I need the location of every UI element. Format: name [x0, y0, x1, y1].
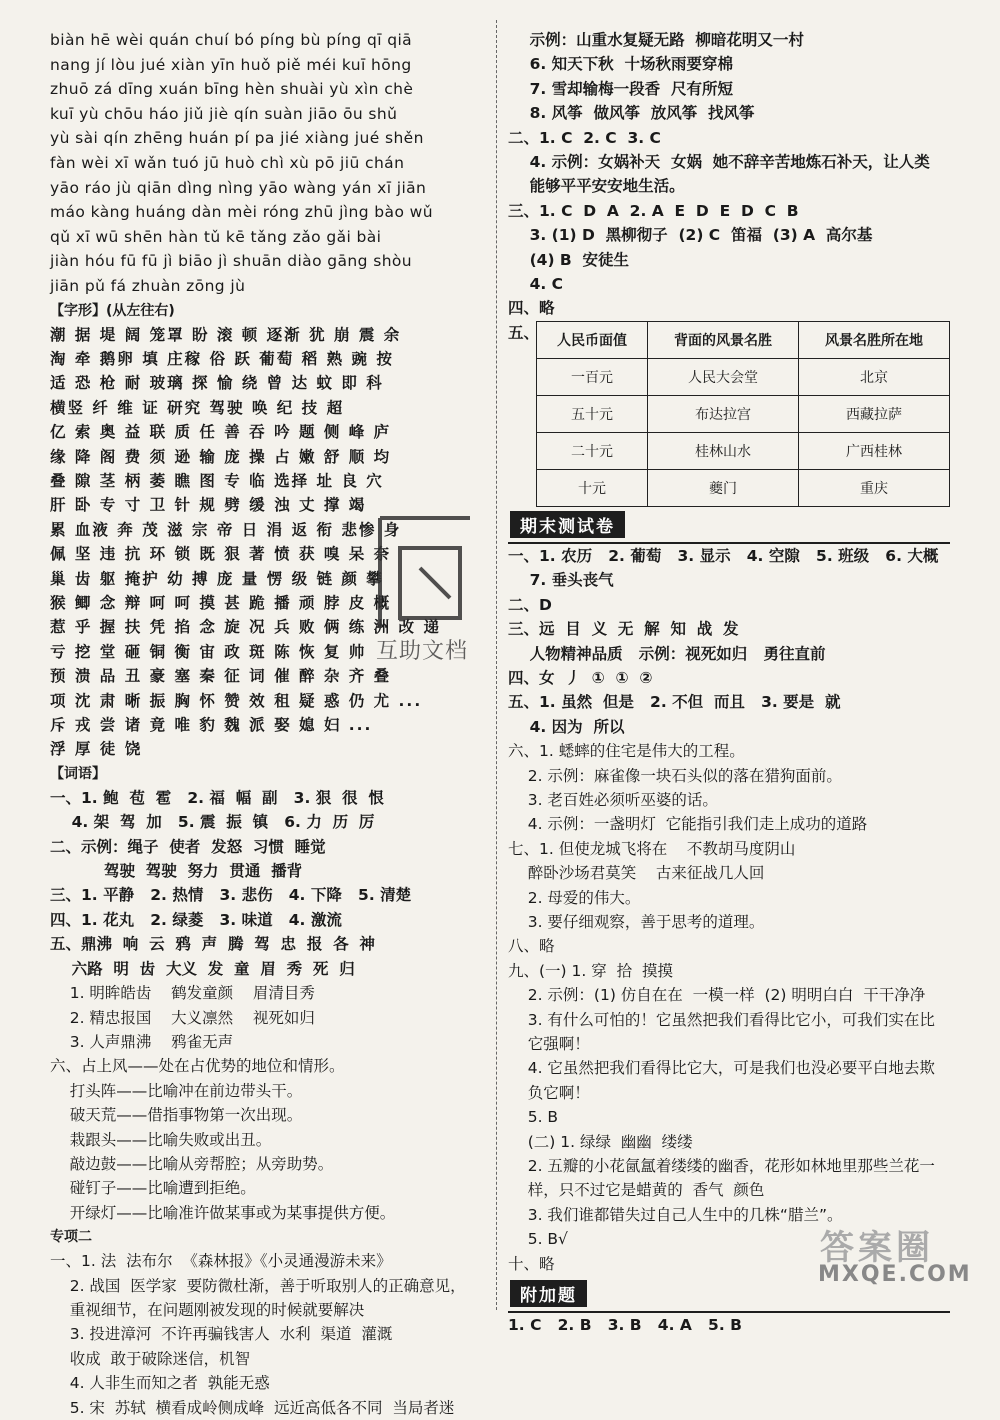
zixing-row: 巢 齿 躯 掩护 幼 搏 庞 量 愣 级 链 颜 攀: [50, 569, 384, 588]
watermark-text: 互助文档: [376, 639, 469, 664]
answer-line: 5. B: [508, 1108, 559, 1127]
answer-line: 7. 垂头丧气: [508, 571, 614, 590]
zixing-header: 【字形】(从左往右): [50, 302, 175, 319]
table-cell: 桂林山水: [648, 432, 799, 469]
answer-line: 三、1. C D A 2. A E D E D C B: [508, 201, 799, 220]
answer-line: 三、1. 平静 2. 热情 3. 悲伤 4. 下降 5. 清楚: [50, 886, 412, 905]
answer-line: 四、女 丿 ① ① ②: [508, 668, 653, 687]
answer-line: 五、1. 虽然 但是 2. 不但 而且 3. 要是 就: [508, 693, 841, 712]
answer-line: 六路 明 齿 大义 发 童 眉 秀 死 归: [50, 959, 355, 978]
table-cell: 人民大会堂: [648, 358, 799, 395]
pinyin-line: kuī yù chōu háo jiǔ jiè qín suàn jiāo ōu shǔ: [50, 104, 398, 123]
answer-line: 2. 精忠报国 大义凛然 视死如归: [50, 1008, 315, 1027]
answer-line: 3. 老百姓必须听巫婆的话。: [508, 790, 718, 809]
zixing-row: 潮 据 堤 阔 笼罩 盼 滚 顿 逐渐 犹 崩 震 余: [50, 325, 402, 344]
answer-line: 能够平平安安地生活。: [508, 177, 685, 196]
table-row: [537, 469, 950, 506]
table-cell: 广西桂林: [799, 432, 950, 469]
pinyin-line: zhuō zá dīng xuán bīng hèn shuài yù xìn chè: [50, 80, 414, 99]
answer-line: 样，只不过它是蜡黄的 香气 颜色: [508, 1181, 765, 1200]
answer-line: 六、1. 蟋蟀的住宅是伟大的工程。: [508, 742, 745, 761]
answer-line: 2. 示例：(1) 仿自在在 一模一样 (2) 明明白白 干干净净: [508, 986, 926, 1005]
zixing-row: 横竖 纤 维 证 研究 驾驶 唤 纪 技 超: [50, 398, 345, 417]
answer-line: 八、略: [508, 937, 555, 956]
table-cell: 重庆: [799, 469, 950, 506]
answer-line: 4. 它虽然把我们看得比它大，可是我们也没必要平白地去欺: [508, 1059, 935, 1078]
answer-line: 一、1. 鲍 苞 雹 2. 福 幅 副 3. 狠 很 恨: [50, 788, 384, 807]
answer-line: 碰钉子——比喻遭到拒绝。: [50, 1179, 256, 1198]
table-header: 背面的风景名胜: [648, 321, 799, 358]
answer-line: 负它啊！: [508, 1083, 590, 1102]
answer-line: 3. 人声鼎沸 鸦雀无声: [50, 1032, 234, 1051]
table-row: [537, 395, 950, 432]
zhuanxiang-header: 专项二: [50, 1229, 92, 1246]
zixing-row: 佩 坚 违 抗 环 锁 既 狠 著 愤 获 嗅 呆 奈: [50, 545, 392, 564]
zixing-row: 适 恐 枪 耐 玻璃 探 愉 绕 曾 达 蚊 即 科: [50, 374, 384, 393]
answer-line: 破天荒——借指事物第一次出现。: [50, 1106, 303, 1125]
ciyu-block: [50, 786, 480, 1225]
zhuanxiang-block: [50, 1249, 480, 1420]
right-column: [508, 28, 950, 1337]
answer-line: 5. 宋 苏轼 横看成岭侧成峰 远近高低各不同 当局者迷: [50, 1398, 455, 1417]
pinyin-line: fàn wèi xī wǎn tuó jū huò chì xù pō jiū chán: [50, 153, 405, 172]
answer-line: 5. B√: [508, 1230, 568, 1249]
answer-line: 一、1. 农历 2. 葡萄 3. 显示 4. 空隙 5. 班级 6. 大概: [508, 546, 939, 565]
zixing-row: 肝 卧 专 寸 卫 针 规 劈 缓 浊 丈 撑 竭: [50, 496, 367, 515]
table-cell: 五十元: [537, 395, 648, 432]
table-label: 五、: [508, 323, 540, 342]
zixing-row: 预 溃 品 丑 豪 塞 秦 征 词 催 醉 杂 齐 叠: [50, 667, 392, 686]
zixing-row: 亏 挖 堂 砸 铜 衡 宙 政 斑 陈 恢 复 帅: [50, 642, 367, 661]
answer-line: 三、远 目 义 无 解 知 战 发: [508, 620, 739, 639]
answer-line: 收成 敢于破除迷信，机智: [50, 1349, 251, 1368]
pinyin-line: biàn hē wèi quán chuí bó píng bù píng qī qiā: [50, 31, 413, 49]
exam-section-rule: [508, 507, 950, 544]
answer-line: 3. 有什么可怕的！它虽然把我们看得比它小，可我们实在比: [508, 1010, 935, 1029]
watermark-stamp: MXQE.COM: [818, 1262, 972, 1287]
exam-block: [508, 544, 950, 1276]
pinyin-line: máo kàng huáng dàn mèi róng zhū jìng bào wǔ: [50, 203, 433, 222]
answer-line: 重视细节，在问题刚被发现的时候就要解决: [50, 1300, 365, 1319]
answer-line: 七、1. 但使龙城飞将在 不教胡马度阴山: [508, 839, 796, 858]
left-column: [50, 28, 480, 1420]
zixing-row: 斥 戎 尝 诸 竟 唯 豹 魏 派 娶 媳 妇 ...: [50, 716, 373, 735]
answer-line: 8. 风筝 做风筝 放风筝 找风筝: [508, 104, 755, 123]
zixing-row: 惹 乎 握 扶 凭 掐 念 旋 况 兵 败 俩 练 洲 改 递: [50, 618, 441, 637]
zixing-row: 淘 牵 鹅卵 填 庄稼 俗 跃 葡萄 稻 熟 豌 按: [50, 349, 394, 368]
answer-line: 人物精神品质 示例：视死如归 勇往直前: [508, 644, 826, 663]
answer-line: 驾驶 驾驶 努力 贯通 播背: [50, 862, 303, 881]
answer-line: 示例：山重水复疑无路 柳暗花明又一村: [508, 31, 804, 49]
banknote-table-section: [508, 321, 950, 507]
answer-line: 2. 五瓣的小花氤氲着缕缕的幽香，花形如林地里那些兰花一: [508, 1157, 935, 1176]
answer-line: 二、D: [508, 595, 552, 614]
pinyin-line: yù sài qín zhēng huán pí pa jié xiàng jué shěn: [50, 129, 424, 148]
answer-line: 3. 要仔细观察，善于思考的道理。: [508, 912, 765, 931]
answer-line: 一、1. 法 法布尔 《森林报》《小灵通漫游未来》: [50, 1252, 392, 1271]
right-top-block: [508, 28, 950, 321]
column-divider: [496, 20, 497, 1310]
answer-line: 开绿灯——比喻准许做某事或为某事提供方便。: [50, 1203, 396, 1222]
answer-line: 4. 示例：女娲补天 女娲 她不辞辛苦地炼石补天，让人类: [508, 153, 930, 172]
answer-line: 二、示例：绳子 使者 发怒 习惯 睡觉: [50, 837, 326, 856]
answer-line: 2. 示例：麻雀像一块石头似的落在猎狗面前。: [508, 766, 842, 785]
answer-line: (4) B 安徒生: [508, 250, 630, 269]
answer-line: 4. 架 驾 加 5. 震 振 镇 6. 力 历 厉: [50, 813, 375, 832]
table-cell: 西藏拉萨: [799, 395, 950, 432]
answer-line: 3. (1) D 黑柳彻子 (2) C 笛福 (3) A 高尔基: [508, 226, 873, 245]
banknote-table: [536, 321, 950, 507]
answer-line: (二) 1. 绿绿 幽幽 缕缕: [508, 1132, 693, 1151]
pinyin-line: nang jí lòu jué xiàn yīn huǒ piě méi kuī hōng: [50, 55, 412, 74]
pinyin-line: jiān pǔ fá zhuàn zōng jù: [50, 276, 246, 295]
zixing-row: 叠 隙 茎 柄 萎 瞧 图 专 临 选择 址 良 穴: [50, 471, 384, 490]
answer-line: 3. 我们谁都错失过自己人生中的几株“腊兰”。: [508, 1205, 843, 1224]
answer-line: 1. 明眸皓齿 鹤发童颜 眉清目秀: [50, 984, 315, 1003]
answer-line: 它强啊！: [508, 1035, 590, 1053]
answer-line: 十、略: [508, 1254, 555, 1273]
table-cell: 十元: [537, 469, 648, 506]
zixing-row: 猴 鲫 念 辩 呵 呵 摸 甚 跪 播 顽 脖 皮 概: [50, 594, 392, 612]
table-row: [537, 358, 950, 395]
table-cell: 夔门: [648, 469, 799, 506]
pinyin-block: [50, 28, 480, 299]
answer-line: 四、略: [508, 299, 555, 318]
table-row: [537, 432, 950, 469]
appendix-banner: 附加题: [510, 1280, 587, 1307]
answer-line: 7. 雪却输梅一段香 尺有所短: [508, 79, 733, 98]
answer-line: 2. 战国 医学家 要防微杜渐，善于听取别人的正确意见，: [50, 1276, 466, 1295]
zixing-row: 亿 索 奥 益 联 质 任 善 吞 吟 题 侧 峰 庐: [50, 423, 392, 442]
answer-line: 五、鼎沸 响 云 鸦 声 腾 驾 忠 报 各 神: [50, 935, 375, 954]
exam-banner: 期末测试卷: [510, 511, 625, 538]
answer-line: 2. 母爱的伟大。: [508, 888, 641, 907]
answer-line: 4. C: [508, 275, 564, 294]
answer-line: 4. 人非生而知之者 孰能无惑: [50, 1374, 270, 1393]
table-header: 风景名胜所在地: [799, 321, 950, 358]
answer-line: 4. 因为 所以: [508, 717, 625, 736]
answer-line: 九、(一) 1. 穿 拾 摸摸: [508, 961, 673, 980]
watermark-stamp-logo: 答案圈: [820, 1228, 934, 1268]
table-cell: 二十元: [537, 432, 648, 469]
table-cell: 北京: [799, 358, 950, 395]
zixing-row: 项 沈 肃 晰 振 胸 怀 赞 效 租 疑 惑 仍 尤 ...: [50, 691, 423, 710]
pinyin-line: jiàn hóu fū fū jì biāo jì shuān diào gāng shòu: [50, 252, 413, 271]
table-cell: 一百元: [537, 358, 648, 395]
zixing-row: 累 血液 奔 茂 滋 宗 帝 日 涓 返 衔 悲惨 身: [50, 520, 402, 539]
answer-line: 敲边鼓——比喻从旁帮腔；从旁助势。: [50, 1154, 334, 1173]
answer-line: 六、占上风——处在占优势的地位和情形。: [50, 1057, 345, 1076]
zixing-row: 浮 厚 徒 饶: [50, 740, 143, 759]
ciyu-header: 【词语】: [50, 765, 106, 782]
answer-line: 栽跟头——比喻失败或出丑。: [50, 1130, 272, 1149]
pinyin-line: qǔ xī wū shēn hàn tǔ kē tǎng zǎo gǎi bài: [50, 227, 382, 246]
answer-line: 打头阵——比喻冲在前边带头干。: [50, 1081, 303, 1100]
zixing-row: 缘 降 阁 费 须 逊 输 庞 操 占 嫩 舒 顺 均: [50, 447, 392, 466]
answer-line: 6. 知天下秋 十场秋雨要穿棉: [508, 55, 733, 74]
pinyin-line: yāo ráo jù qiān dìng nìng yāo wàng yán xī jiān: [50, 178, 427, 197]
table-header-row: [537, 321, 950, 358]
answer-line: 四、1. 花丸 2. 绿菱 3. 味道 4. 激流: [50, 910, 342, 929]
appendix-answers: 1. C 2. B 3. B 4. A 5. B: [508, 1316, 742, 1335]
table-cell: 布达拉宫: [648, 395, 799, 432]
answer-line: 3. 投进漳河 不许再骗钱害人 水利 渠道 灌溉: [50, 1325, 393, 1344]
answer-line: 二、1. C 2. C 3. C: [508, 128, 661, 147]
answer-line: 醉卧沙场君莫笑 古来征战几人回: [508, 864, 765, 883]
table-header: 人民币面值: [537, 321, 648, 358]
answer-line: 4. 示例：一盏明灯 它能指引我们走上成功的道路: [508, 815, 868, 834]
